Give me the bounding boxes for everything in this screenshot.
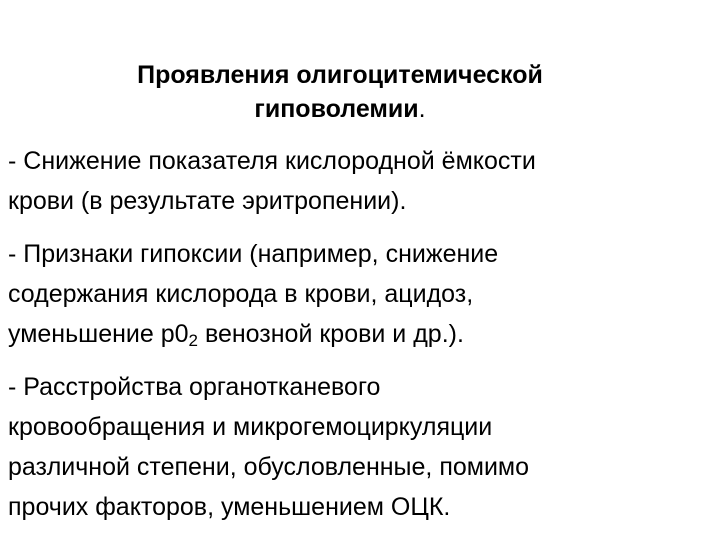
title-period: . (418, 95, 426, 123)
paragraph-2-line-1: - Признаки гипоксии (например, снижение (8, 240, 499, 268)
paragraph-3-line-2: кровообращения и микрогемоциркуляции (8, 413, 493, 441)
title-line-2 (60, 92, 620, 126)
paragraph-2-line-2: содержания кислорода в крови, ацидоз, (8, 280, 474, 308)
title-line-1: Проявления олигоцитемической (137, 61, 543, 89)
paragraph-1-line-2: крови (в результате эритропении). (8, 187, 407, 215)
paragraph-3-line-3: различной степени, обусловленные, помимо (8, 453, 530, 481)
paragraph-3-line-1: - Расстройства органотканевого (8, 373, 381, 401)
paragraph-1-line-1: - Снижение показателя кислородной ёмкости (8, 147, 536, 175)
paragraph-3-line-4: прочих факторов, уменьшением ОЦК. (8, 493, 451, 521)
paragraph-2-line-3-start: уменьшение р0 (8, 320, 189, 348)
bullet-paragraph-3 (8, 367, 708, 527)
bullet-paragraph-2 (8, 234, 708, 354)
bullet-paragraph-1 (8, 141, 708, 221)
paragraph-2-line-3-end: венозной крови и др.). (198, 320, 464, 348)
paragraph-2-line-3 (8, 314, 708, 354)
title-line-2-text: гиповолемии (254, 95, 419, 123)
subscript-2: 2 (188, 331, 198, 350)
slide-title (60, 58, 620, 126)
